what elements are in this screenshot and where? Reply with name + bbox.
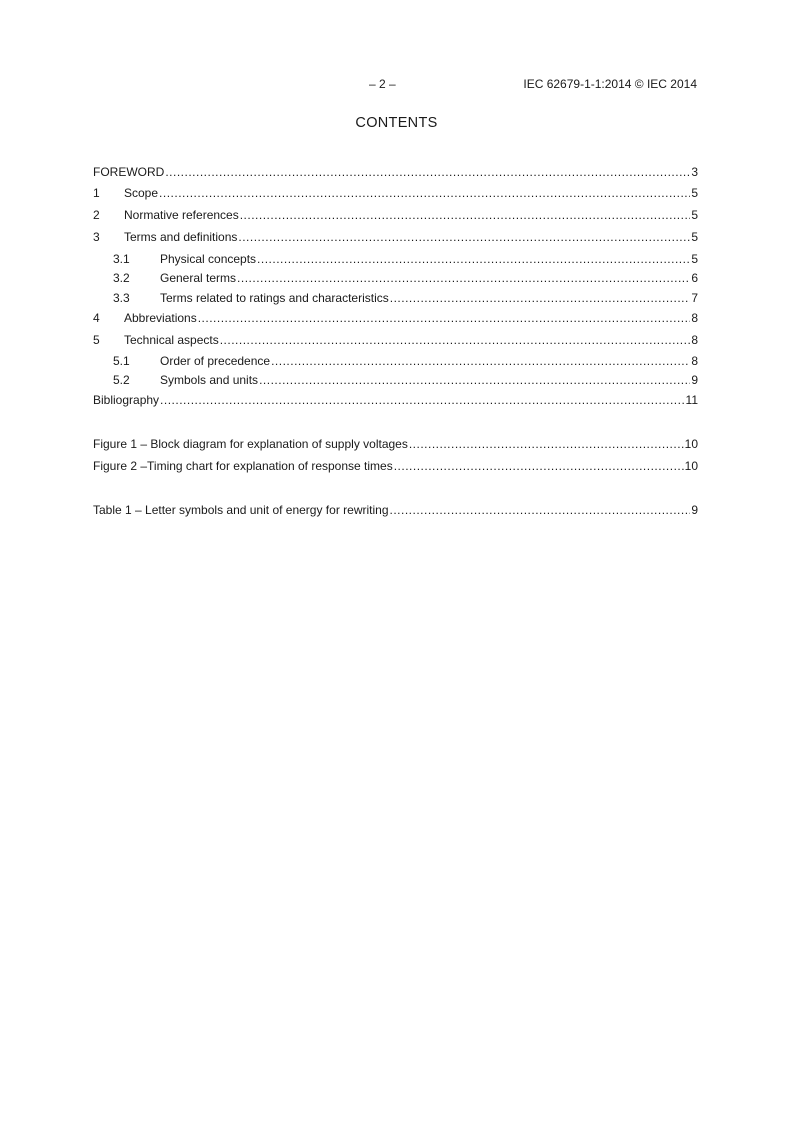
- toc-entry-page: 8: [691, 354, 698, 368]
- toc-leader-dots: [271, 353, 690, 369]
- toc-entry-page: 11: [685, 393, 698, 407]
- toc-entry-page: 5: [691, 230, 698, 244]
- toc-entry-number: 5.1: [113, 354, 130, 368]
- toc-leader-dots: [159, 185, 690, 201]
- toc-entry-bibliography[interactable]: [93, 392, 698, 408]
- toc-entry-terms-ratings-characteristics[interactable]: [93, 290, 698, 306]
- toc-leader-dots: [237, 270, 690, 286]
- toc-entry-number: 5.2: [113, 373, 130, 387]
- toc-entry-text: Table 1 – Letter symbols and unit of energy for rewriting: [93, 503, 389, 517]
- toc-entry-page: 8: [691, 333, 698, 347]
- page-number: – 2 –: [369, 77, 396, 91]
- toc-entry-normative-references[interactable]: [93, 207, 698, 223]
- toc-entry-text: Terms and definitions: [124, 230, 238, 244]
- toc-leader-dots: [160, 392, 684, 408]
- toc-entry-number: 3.2: [113, 271, 130, 285]
- toc-figure-1[interactable]: [93, 436, 698, 452]
- toc-entry-page: 9: [691, 373, 698, 387]
- toc-entry-page: 3: [691, 165, 698, 179]
- toc-entry-text: General terms: [160, 271, 237, 285]
- page-title: CONTENTS: [355, 115, 438, 131]
- toc-leader-dots: [198, 310, 691, 326]
- toc-entry-page: 10: [684, 437, 698, 451]
- toc-leader-dots: [259, 372, 690, 388]
- toc-entry-page: 8: [691, 311, 698, 325]
- toc-entry-text: Bibliography: [93, 393, 160, 407]
- toc-entry-number: 2: [93, 208, 100, 222]
- document-reference: IEC 62679-1-1:2014 © IEC 2014: [523, 77, 697, 91]
- toc-entry-page: 6: [691, 271, 698, 285]
- toc-leader-dots: [390, 502, 691, 518]
- toc-entry-number: 3: [93, 230, 100, 244]
- toc-entry-text: FOREWORD: [93, 165, 165, 179]
- toc-leader-dots: [238, 229, 690, 245]
- toc-entry-foreword[interactable]: [93, 164, 698, 180]
- toc-leader-dots: [409, 436, 684, 452]
- toc-leader-dots: [394, 458, 684, 474]
- toc-leader-dots: [240, 207, 691, 223]
- toc-figure-2[interactable]: [93, 458, 698, 474]
- toc-entry-symbols-and-units[interactable]: [93, 372, 698, 388]
- toc-entry-number: 5: [93, 333, 100, 347]
- toc-entry-text: Normative references: [124, 208, 239, 222]
- toc-entry-technical-aspects[interactable]: [93, 332, 698, 348]
- toc-leader-dots: [220, 332, 691, 348]
- toc-entry-page: 5: [691, 208, 698, 222]
- toc-leader-dots: [390, 290, 691, 306]
- toc-entry-text: Scope: [124, 186, 159, 200]
- toc-entry-page: 5: [691, 186, 698, 200]
- toc-table-1[interactable]: [93, 502, 698, 518]
- toc-entry-number: 3.1: [113, 252, 130, 266]
- toc-entry-general-terms[interactable]: [93, 270, 698, 286]
- toc-leader-dots: [257, 251, 690, 267]
- toc-entry-text: Symbols and units: [160, 373, 259, 387]
- toc-entry-physical-concepts[interactable]: [93, 251, 698, 267]
- toc-entry-page: 10: [684, 459, 698, 473]
- toc-entry-order-of-precedence[interactable]: [93, 353, 698, 369]
- toc-entry-text: Physical concepts: [160, 252, 257, 266]
- toc-entry-number: 3.3: [113, 291, 130, 305]
- toc-entry-page: 7: [691, 291, 698, 305]
- toc-entry-text: Figure 2 –Timing chart for explanation of response times: [93, 459, 393, 473]
- toc-entry-text: Terms related to ratings and characteristics: [160, 291, 389, 305]
- toc-entry-text: Figure 1 – Block diagram for explanation of supply voltages: [93, 437, 408, 451]
- toc-entry-number: 1: [93, 186, 100, 200]
- toc-entry-text: Technical aspects: [124, 333, 219, 347]
- toc-entry-number: 4: [93, 311, 100, 325]
- toc-entry-text: Order of precedence: [160, 354, 271, 368]
- toc-leader-dots: [165, 164, 690, 180]
- toc-entry-page: 5: [691, 252, 698, 266]
- toc-entry-page: 9: [691, 503, 698, 517]
- toc-entry-text: Abbreviations: [124, 311, 197, 325]
- toc-entry-terms-and-definitions[interactable]: [93, 229, 698, 245]
- page-header: [0, 77, 793, 93]
- toc-entry-scope[interactable]: [93, 185, 698, 201]
- toc-entry-abbreviations[interactable]: [93, 310, 698, 326]
